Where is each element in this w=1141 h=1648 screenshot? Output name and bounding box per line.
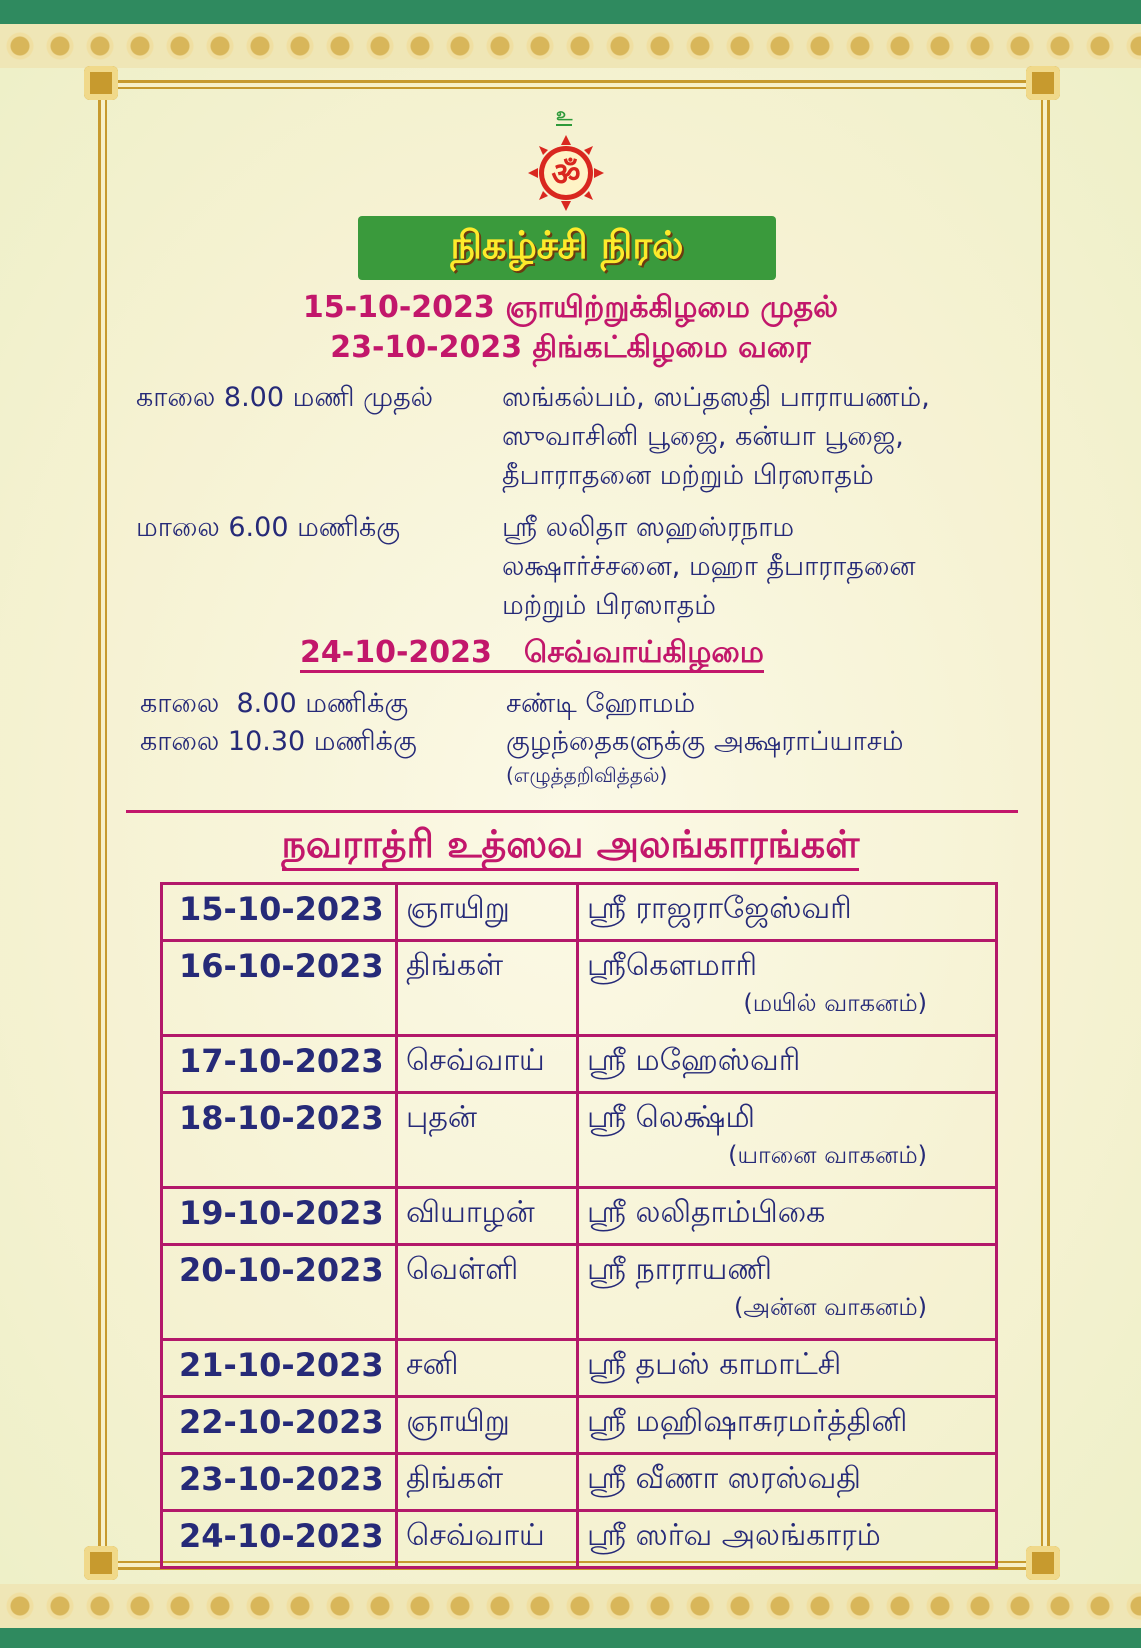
date-range-end: 23-10-2023 திங்கட்கிழமை வரை: [330, 330, 811, 365]
page-title: நிகழ்ச்சி நிரல்: [450, 223, 684, 267]
alankaram-table: [160, 882, 998, 1569]
morning-time: காலை 8.00 மணி முதல்: [136, 382, 434, 413]
row-deity: [578, 1188, 997, 1245]
row-day: சனி: [397, 1340, 578, 1397]
frame-corner-ornament: [1026, 66, 1060, 100]
table-row: [162, 1245, 997, 1340]
top-color-band: [0, 0, 1141, 24]
row-date: 19-10-2023: [162, 1188, 397, 1245]
row-day: வெள்ளி: [397, 1245, 578, 1340]
final-day-heading: [300, 636, 764, 673]
om-icon: [528, 135, 604, 211]
title-banner: [358, 216, 776, 280]
evening-activity-line: ஸ்ரீ லலிதா ஸஹஸ்ரநாம: [502, 512, 795, 543]
table-row: [162, 884, 997, 941]
row-date: 18-10-2023: [162, 1093, 397, 1188]
deity-name: ஸ்ரீ மஹிஷாசுரமர்த்தினி: [587, 1404, 908, 1439]
evening-activities: [502, 508, 916, 625]
deity-name: ஸ்ரீகௌமாரி: [587, 948, 758, 983]
om-glyph: ॐ: [551, 155, 581, 193]
final-day-date: 24-10-2023: [300, 635, 492, 670]
bottom-color-band: [0, 1628, 1141, 1648]
deity-name: ஸ்ரீ லெக்ஷ்மி: [587, 1100, 756, 1135]
final-day-event-1: சண்டி ஹோமம்: [506, 688, 696, 719]
deity-name: ஸ்ரீ லலிதாம்பிகை: [587, 1195, 826, 1230]
final-day-event-2: குழந்தைகளுக்கு அக்ஷராப்யாசம்: [506, 726, 904, 757]
table-row: [162, 1511, 997, 1568]
row-deity: [578, 1340, 997, 1397]
section-divider: [126, 810, 1018, 813]
row-deity: [578, 884, 997, 941]
evening-activity-line: மற்றும் பிரஸாதம்: [502, 590, 716, 621]
row-day: செவ்வாய்: [397, 1036, 578, 1093]
row-date: 20-10-2023: [162, 1245, 397, 1340]
deity-name: ஸ்ரீ நாராயணி: [587, 1252, 772, 1287]
row-date: 16-10-2023: [162, 941, 397, 1036]
deity-name: ஸ்ரீ மஹேஸ்வரி: [587, 1043, 801, 1078]
final-day-weekday: செவ்வாய்கிழமை: [523, 635, 764, 670]
row-deity: [578, 1093, 997, 1188]
row-day: திங்கள்: [397, 941, 578, 1036]
table-row: [162, 1188, 997, 1245]
final-day-event-2-note: (எழுத்தறிவித்தல்): [506, 763, 668, 787]
row-day: வியாழன்: [397, 1188, 578, 1245]
row-day: ஞாயிறு: [397, 884, 578, 941]
morning-activity-line: ஸுவாசினி பூஜை, கன்யா பூஜை,: [502, 421, 904, 452]
pillaiyar-suzhi-mark: உ: [556, 104, 573, 125]
evening-time: மாலை 6.00 மணிக்கு: [136, 512, 401, 543]
row-date: 21-10-2023: [162, 1340, 397, 1397]
alankaram-heading-wrap: [0, 820, 1141, 871]
row-deity: [578, 1397, 997, 1454]
vahanam-note: (யானை வாகனம்): [728, 1141, 927, 1169]
table-row: [162, 1036, 997, 1093]
row-date: 24-10-2023: [162, 1511, 397, 1568]
date-range-start: 15-10-2023 ஞாயிற்றுக்கிழமை முதல்: [302, 290, 839, 325]
deity-name: ஸ்ரீ ஸர்வ அலங்காரம்: [587, 1518, 881, 1553]
top-ornamental-border: [0, 24, 1141, 68]
table-row: [162, 1093, 997, 1188]
morning-activity-line: ஸங்கல்பம், ஸப்தஸதி பாராயணம்,: [502, 382, 930, 413]
morning-activities: [502, 378, 930, 495]
bottom-ornamental-border: [0, 1584, 1141, 1628]
morning-activity-line: தீபாராதனை மற்றும் பிரஸாதம்: [502, 460, 874, 491]
vahanam-note: (மயில் வாகனம்): [743, 989, 927, 1017]
row-deity: [578, 941, 997, 1036]
row-date: 15-10-2023: [162, 884, 397, 941]
row-deity: [578, 1454, 997, 1511]
final-day-time-1: காலை 8.00 மணிக்கு: [140, 688, 409, 719]
alankaram-heading: நவராத்ரி உத்ஸவ அலங்காரங்கள்: [282, 820, 860, 871]
row-date: 17-10-2023: [162, 1036, 397, 1093]
table-row: [162, 941, 997, 1036]
row-date: 23-10-2023: [162, 1454, 397, 1511]
row-day: ஞாயிறு: [397, 1397, 578, 1454]
frame-corner-ornament: [1026, 1546, 1060, 1580]
final-day-time-2: காலை 10.30 மணிக்கு: [140, 726, 417, 757]
deity-name: ஸ்ரீ தபஸ் காமாட்சி: [587, 1347, 842, 1382]
deity-name: ஸ்ரீ ராஜராஜேஸ்வரி: [587, 891, 852, 926]
row-deity: [578, 1036, 997, 1093]
frame-corner-ornament: [84, 66, 118, 100]
table-row: [162, 1454, 997, 1511]
row-deity: [578, 1245, 997, 1340]
deity-name: ஸ்ரீ வீணா ஸரஸ்வதி: [587, 1461, 861, 1496]
vahanam-note: (அன்ன வாகனம்): [733, 1293, 927, 1321]
row-date: 22-10-2023: [162, 1397, 397, 1454]
row-day: திங்கள்: [397, 1454, 578, 1511]
table-row: [162, 1340, 997, 1397]
row-day: புதன்: [397, 1093, 578, 1188]
table-row: [162, 1397, 997, 1454]
evening-activity-line: லக்ஷார்ச்சனை, மஹா தீபாராதனை: [502, 551, 916, 582]
row-deity: [578, 1511, 997, 1568]
row-day: செவ்வாய்: [397, 1511, 578, 1568]
frame-corner-ornament: [84, 1546, 118, 1580]
